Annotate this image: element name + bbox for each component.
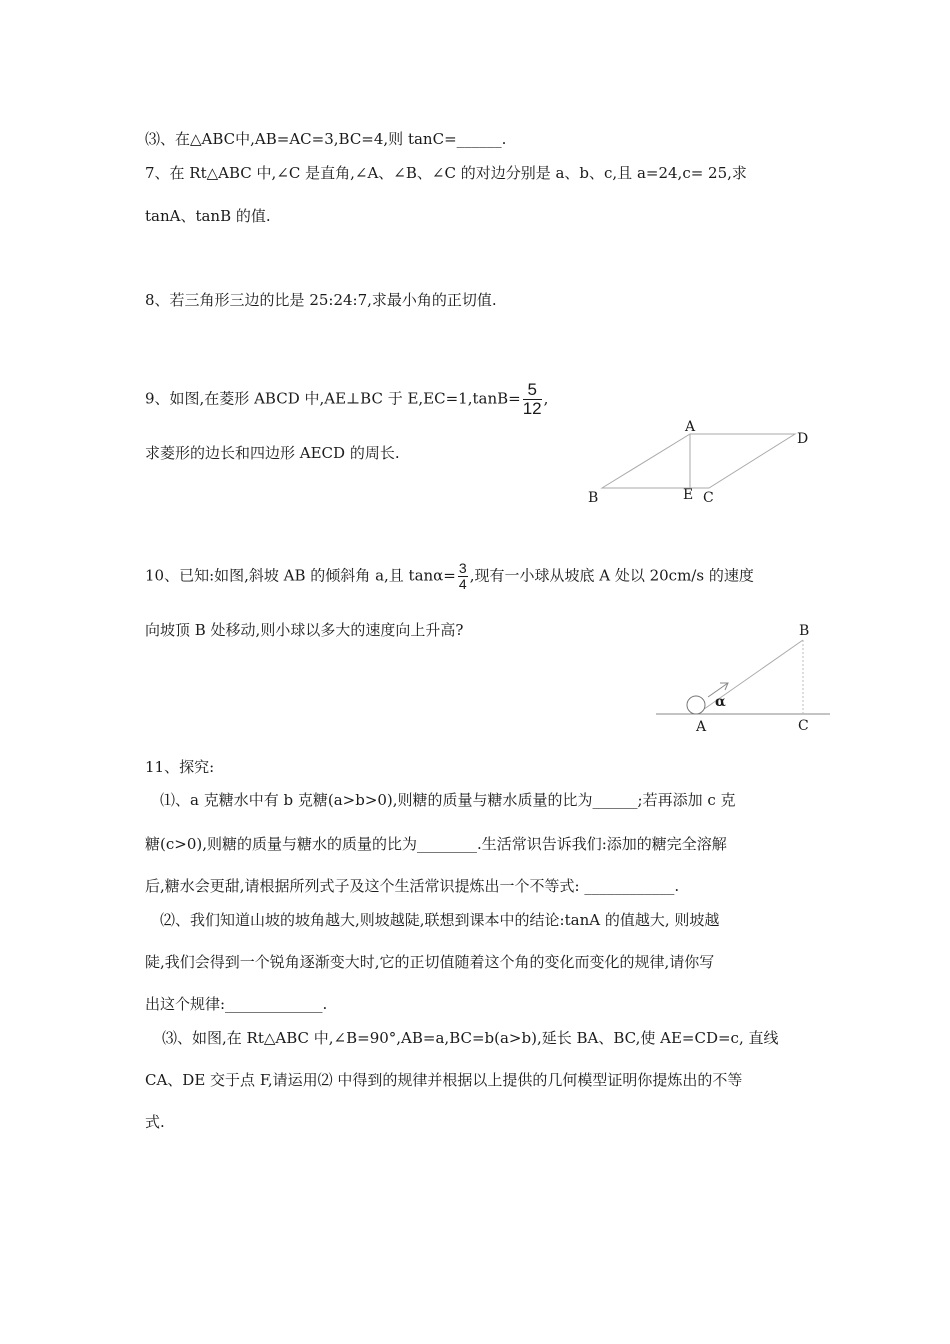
label-alpha: α bbox=[715, 694, 726, 710]
question-11-part-1-line-3: 后,糖水会更甜,请根据所列式子及这个生活常识提炼出一个不等式: ____________. bbox=[145, 877, 680, 895]
label-B-rhombus: B bbox=[588, 490, 599, 506]
label-C-slope: C bbox=[798, 718, 809, 734]
question-10-text: 10、已知:如图,斜坡 AB 的倾斜角 a,且 tanα= bbox=[145, 566, 456, 585]
rhombus-ABCD bbox=[602, 434, 795, 488]
question-11-part-2-line-3: 出这个规律:_____________. bbox=[145, 995, 328, 1013]
question-9-text: 9、如图,在菱形 ABCD 中,AE⊥BC 于 E,EC=1,tanB= bbox=[145, 389, 521, 408]
question-10-line-2: 向坡顶 B 处移动,则小球以多大的速度向上升高? bbox=[145, 621, 464, 639]
question-7-line-2: tanA、tanB 的值. bbox=[145, 207, 271, 225]
question-7-line-1: 7、在 Rt△ABC 中,∠C 是直角,∠A、∠B、∠C 的对边分别是 a、b、c,且 a=24,c= 25,求 bbox=[145, 164, 747, 182]
label-E-rhombus: E bbox=[683, 487, 694, 503]
tan-alpha-denominator: 4 bbox=[458, 576, 467, 592]
label-A-rhombus: A bbox=[685, 419, 696, 435]
tanB-numerator: 5 bbox=[523, 381, 542, 400]
tan-alpha-numerator: 3 bbox=[458, 560, 467, 576]
label-A-slope: A bbox=[696, 719, 707, 735]
question-11-part-2-line-1: ⑵、我们知道山坡的坡角越大,则坡越陡,联想到课本中的结论:tanA 的值越大, 则坡越 bbox=[160, 911, 720, 929]
question-9-comma: , bbox=[543, 389, 549, 408]
question-11-title: 11、探究: bbox=[145, 758, 215, 776]
tanB-denominator: 12 bbox=[522, 399, 542, 418]
question-6-part-3: ⑶、在△ABC中,AB=AC=3,BC=4,则 tanC=______. bbox=[145, 130, 507, 148]
question-10-text-rest: ,现有一小球从坡底 A 处以 20cm/s 的速度 bbox=[469, 566, 754, 585]
label-C-rhombus: C bbox=[703, 490, 714, 506]
question-11-part-2-line-2: 陡,我们会得到一个锐角逐渐变大时,它的正切值随着这个角的变化而变化的规律,请你写 bbox=[145, 953, 715, 971]
question-8: 8、若三角形三边的比是 25:24:7,求最小角的正切值. bbox=[145, 291, 497, 309]
question-11-part-3-line-1: ⑶、如图,在 Rt△ABC 中,∠B=90°,AB=a,BC=b(a>b),延长 BA、BC,使 AE=CD=c, 直线 bbox=[162, 1029, 779, 1047]
ball-icon bbox=[687, 696, 705, 714]
question-11-part-3-line-3: 式. bbox=[145, 1113, 165, 1131]
label-D-rhombus: D bbox=[797, 431, 809, 447]
label-B-slope: B bbox=[799, 623, 810, 639]
question-11-part-1-line-1: ⑴、a 克糖水中有 b 克糖(a>b>0),则糖的质量与糖水质量的比为______;若再添加 c 克 bbox=[160, 791, 736, 809]
question-11-part-3-line-2: CA、DE 交于点 F,请运用⑵ 中得到的规律并根据以上提供的几何模型证明你提炼出的不等 bbox=[145, 1071, 743, 1089]
slope-AB bbox=[697, 640, 803, 714]
question-11-part-1-line-2: 糖(c>0),则糖的质量与糖水的质量的比为________.生活常识告诉我们:添加的糖完全溶解 bbox=[145, 835, 727, 853]
question-9-line-2: 求菱形的边长和四边形 AECD 的周长. bbox=[145, 444, 400, 462]
